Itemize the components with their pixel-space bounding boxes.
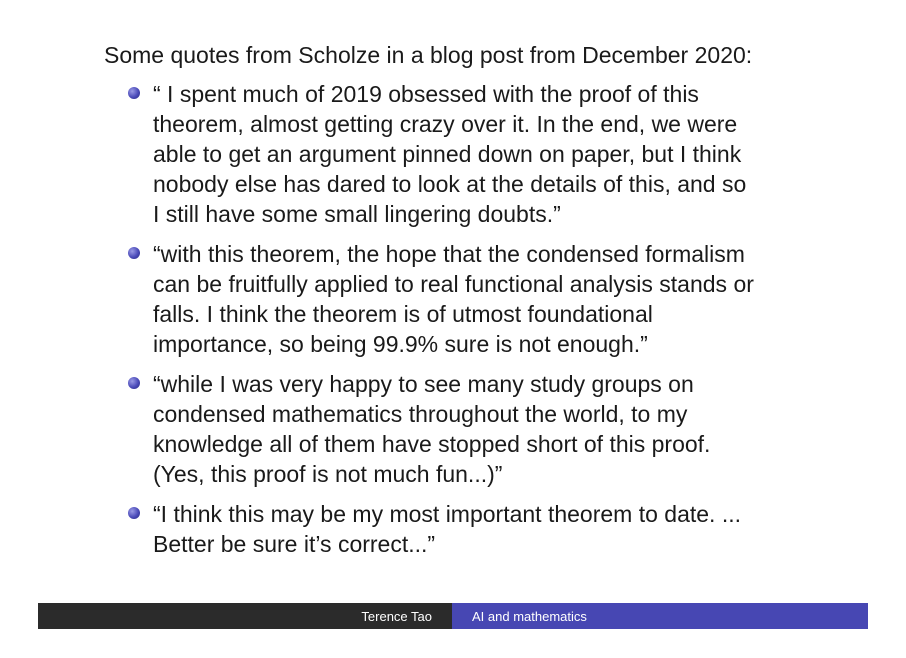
footer-title-label: AI and mathematics	[472, 608, 587, 624]
quote-line: “ I spent much of 2019 obsessed with the proof of this	[153, 81, 699, 107]
quote-line: (Yes, this proof is not much fun...)”	[153, 461, 503, 487]
bullet-icon	[128, 87, 140, 99]
quote-line: falls. I think the theorem is of utmost foundational	[153, 301, 653, 327]
footer-author	[38, 603, 452, 629]
quote-list	[128, 79, 828, 569]
quote-line: can be fruitfully applied to real functional analysis stands or	[153, 271, 754, 297]
quote-item	[128, 369, 828, 489]
quote-line: importance, so being 99.9% sure is not enough.”	[153, 331, 648, 357]
quote-line: nobody else has dared to look at the details of this, and so	[153, 171, 747, 197]
quote-line: I still have some small lingering doubts.”	[153, 201, 561, 227]
quote-line: able to get an argument pinned down on paper, but I think	[153, 141, 742, 167]
footer-bar	[38, 603, 868, 629]
quote-item	[128, 499, 828, 559]
intro-text: Some quotes from Scholze in a blog post from December 2020:	[104, 42, 753, 68]
quote-line: “I think this may be my most important theorem to date. ...	[153, 501, 742, 527]
quote-line: Better be sure it’s correct...”	[153, 531, 436, 557]
footer-author-label: Terence Tao	[361, 608, 432, 624]
quote-line: theorem, almost getting crazy over it. In the end, we were	[153, 111, 738, 137]
bullet-icon	[128, 507, 140, 519]
quote-item	[128, 239, 828, 359]
quote-item	[128, 79, 828, 229]
quote-line: knowledge all of them have stopped short of this proof.	[153, 431, 711, 457]
footer-title	[452, 603, 868, 629]
quote-line: condensed mathematics throughout the world, to my	[153, 401, 688, 427]
bullet-icon	[128, 247, 140, 259]
bullet-icon	[128, 377, 140, 389]
quote-line: “while I was very happy to see many study groups on	[153, 371, 694, 397]
quote-line: “with this theorem, the hope that the condensed formalism	[153, 241, 745, 267]
